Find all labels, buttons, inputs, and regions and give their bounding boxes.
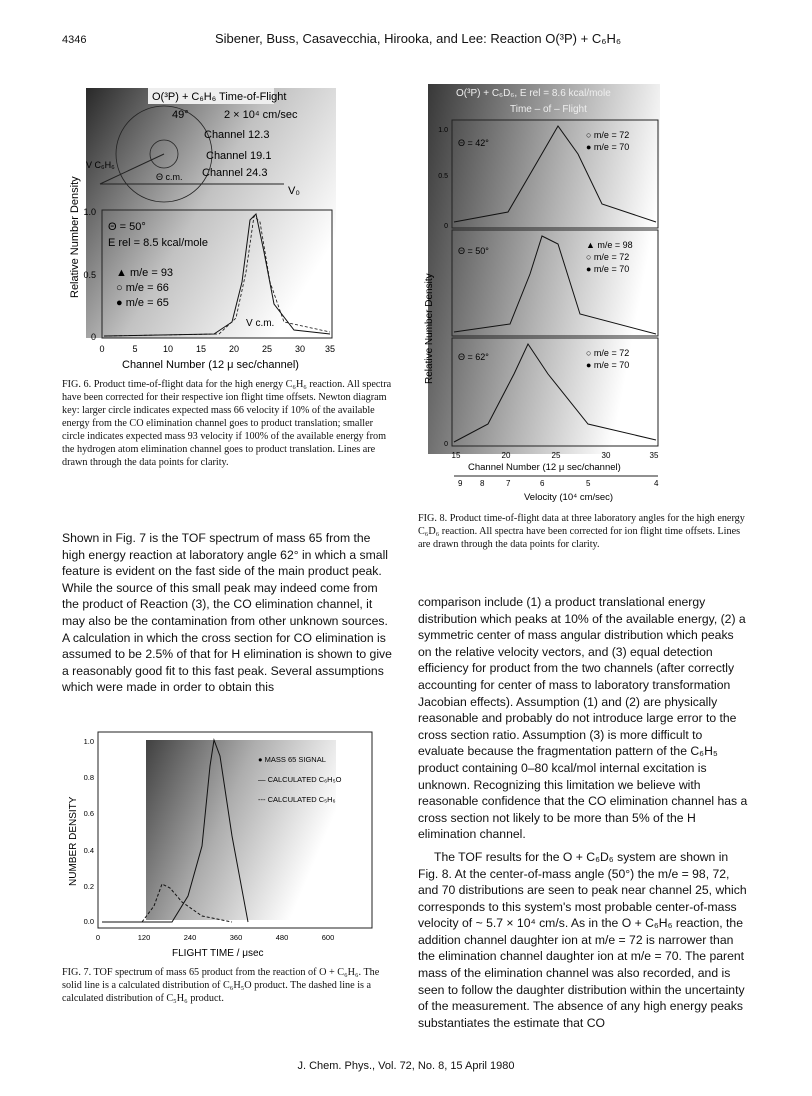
fig6-channel-3: Channel 24.3 <box>202 167 268 179</box>
fig6-x-tick: 5 <box>132 344 138 354</box>
fig7-x-tick: 240 <box>183 933 197 942</box>
fig7-photo-shading <box>146 740 336 920</box>
fig6-theta-cm: Θ c.m. <box>156 172 183 182</box>
fig7-caption: FIG. 7. TOF spectrum of mass 65 product from the reaction of O + C₆H₆. The solid line is a calculated distribution of C₆H₅O product. The dashed line is a calculated distribution of C₅H₆ product. <box>62 967 380 1004</box>
fig8-y-tick: 1.0 <box>438 127 448 134</box>
fig6-theta: Θ = 50° <box>108 221 146 233</box>
fig8-p3-legend: ○ m/e = 72 <box>586 348 630 358</box>
fig7-y-tick: 1.0 <box>83 737 94 746</box>
fig8-v-tick: 4 <box>654 479 659 488</box>
fig8-title-1: O(³P) + C₆D₆, E rel = 8.6 kcal/mole <box>456 88 611 99</box>
fig8-v-tick: 6 <box>540 479 545 488</box>
fig6-ylabel: Relative Number Density <box>69 176 81 298</box>
fig8-vlabel: Velocity (10⁴ cm/sec) <box>524 492 614 503</box>
fig8-x-tick: 20 <box>501 451 511 460</box>
left-column-text <box>62 530 392 696</box>
fig8-xlabel: Channel Number (12 μ sec/channel) <box>468 462 621 473</box>
fig8-p2-legend: ▲ m/e = 98 <box>586 240 633 250</box>
fig6-angle: 49° <box>172 109 189 121</box>
fig6-caption: FIG. 6. Product time-of-flight data for the high energy C₆H₆ reaction. All spectra have been corrected for their respective ion flight time offsets. Newton diagram key: larger circle indicates expected mass 66 velocity if 10% of the available energy from the CO elimination channel goes to product translation; smaller circle indicates expected mass 93 velocity if 100% of the available energy from the hydrogen atom elimination channel goes to product translation. Lines are drawn through the data points for clarity. <box>62 379 392 468</box>
fig7-x-tick: 360 <box>229 933 243 942</box>
fig8-v-tick: 9 <box>458 479 463 488</box>
fig8-y-tick: 0.5 <box>438 173 448 180</box>
fig8-figure <box>418 84 668 504</box>
fig7-x-tick: 120 <box>137 933 151 942</box>
fig6-x-tick: 10 <box>162 344 174 354</box>
fig8-x-tick: 30 <box>601 451 611 460</box>
fig7-legend-2: — CALCULATED C₆H₅O <box>258 775 342 784</box>
fig7-y-tick: 0.0 <box>83 917 94 926</box>
fig7-x-tick: 0 <box>95 933 101 942</box>
page-number: 4346 <box>62 34 87 46</box>
fig7-xlabel: FLIGHT TIME / μsec <box>172 948 264 959</box>
fig7-y-tick: 0.6 <box>83 809 94 818</box>
fig8-x-tick: 35 <box>649 451 659 460</box>
paragraph: Shown in Fig. 7 is the TOF spectrum of mass 65 from the high energy reaction at laboratory angle 62° in which a small feature is evident on the fast side of the main product peak. While the source of this small peak may indeed come from the product of Reaction (3), the CO elimination channel, it may also be the contamination from other unknown sources. A calculation in which the cross section for CO elimination is assumed to be 2.5% of that for H elimination is shown to give a reasonably good fit to this fast peak. Several assumptions which were made in order to obtain this <box>62 531 392 695</box>
fig6-channel-1: Channel 12.3 <box>204 129 270 141</box>
fig6-vc6h6: V C₆H₆ <box>86 160 115 170</box>
fig8-y-tick: 0 <box>444 223 448 230</box>
fig7-figure <box>62 726 392 964</box>
fig7-y-tick: 0.4 <box>83 846 94 855</box>
fig8-title-2: Time – of – Flight <box>510 104 587 115</box>
fig8-p3-theta: Θ = 62° <box>458 352 489 362</box>
fig7-y-tick: 0.2 <box>83 882 94 891</box>
fig7-x-tick: 480 <box>275 933 289 942</box>
fig6-legend-1: ▲ m/e = 93 <box>116 267 174 279</box>
fig6-legend-3: ● m/e = 65 <box>116 297 169 309</box>
fig6-x-tick: 25 <box>261 344 273 354</box>
fig8-caption: FIG. 8. Product time-of-flight data at three laboratory angles for the high energy C₆D₆ reaction. All spectra have been corrected for ion flight time offsets. Lines are drawn through the data points for clarity. <box>418 513 745 550</box>
fig8-p1-legend: ● m/e = 70 <box>586 142 630 152</box>
fig6-v0: V₀ <box>288 185 300 197</box>
fig8-y-tick: 0 <box>444 441 448 448</box>
fig8-p2-theta: Θ = 50° <box>458 246 489 256</box>
fig7-x-tick: 600 <box>321 933 335 942</box>
fig8-v-tick: 7 <box>506 479 511 488</box>
fig7-y-tick: 0.8 <box>83 773 94 782</box>
fig8-ylabel: Relative Number Density <box>424 273 435 384</box>
fig6-x-tick: 15 <box>195 344 207 354</box>
fig6-y-tick-3: 0 <box>90 332 96 342</box>
fig7-ylabel: NUMBER DENSITY <box>68 796 79 886</box>
fig8-p1-legend: ○ m/e = 72 <box>586 130 630 140</box>
fig6-y-tick-1: 1.0 <box>83 207 96 217</box>
fig8-v-tick: 8 <box>480 479 485 488</box>
fig8-v-tick: 5 <box>586 479 591 488</box>
right-column-text <box>418 594 748 1031</box>
fig6-x-tick: 0 <box>99 344 105 354</box>
fig6-figure <box>64 82 354 378</box>
fig6-channel-2: Channel 19.1 <box>206 150 272 162</box>
running-title: Sibener, Buss, Casavecchia, Hirooka, and Lee: Reaction O(³P) + C₆H₆ <box>215 31 622 46</box>
fig6-legend-2: ○ m/e = 66 <box>116 282 169 294</box>
fig6-scale: 2 × 10⁴ cm/sec <box>224 109 298 121</box>
fig8-x-tick: 25 <box>551 451 561 460</box>
fig8-x-tick: 15 <box>451 451 461 460</box>
fig6-x-tick: 30 <box>294 344 306 354</box>
fig6-erel: E rel = 8.5 kcal/mole <box>108 237 208 249</box>
fig8-p2-legend: ● m/e = 70 <box>586 264 630 274</box>
fig7-legend-3: --- CALCULATED C₅H₆ <box>258 795 336 804</box>
fig8-p1-theta: Θ = 42° <box>458 138 489 148</box>
fig6-y-tick-2: 0.5 <box>83 270 96 280</box>
fig8-p2-legend: ○ m/e = 72 <box>586 252 630 262</box>
fig7-legend-1: ● MASS 65 SIGNAL <box>258 755 326 764</box>
fig6-vcm: V c.m. <box>246 318 275 329</box>
fig6-inset-title: O(³P) + C₆H₆ Time-of-Flight <box>152 91 287 103</box>
paragraph: comparison include (1) a product translational energy distribution which peaks at 10% of the available energy, (2) a symmetric center of mass angular distribution which peaks on the relative velocity vectors, and (3) equal detection efficiency for product from the two channels (after correctly accounting for center of mass to laboratory transformation Jacobian effects). Assumption (1) and (2) are physically reasonable and probably do not introduce large error to the cross section ratio. Assumption (3) is more difficult to evaluate because the fragmentation pattern of the C₆H₅ product containing 0–80 kcal/mol internal excitation is unknown. Recognizing this limitation we believe with reasonable confidence that the CO elimination channel has a cross section not likely to be more than 5% of the H elimination channel. <box>418 595 748 842</box>
fig6-xlabel: Channel Number (12 μ sec/channel) <box>122 359 299 371</box>
fig6-x-tick: 20 <box>228 344 240 354</box>
fig6-x-tick: 35 <box>324 344 336 354</box>
paragraph: The TOF results for the O + C₆D₆ system are shown in Fig. 8. At the center-of-mass angle (50°) the m/e = 98, 72, and 70 distributions are seen to peak near channel 25, which corresponds to this system's most probable center-of-mass velocity of ~ 5.7 × 10⁴ cm/s. As in the O + C₆H₆ reaction, the addition channel daughter ion at m/e = 72 is narrower than the elimination channel daughter ion at m/e = 70. The parent mass of the elimination channel was also recorded, and is seen to follow the daughter distribution within the uncertainty of the measurement. The absence of any high energy peaks substantiates the estimate that CO <box>418 849 747 1030</box>
fig8-p3-legend: ● m/e = 70 <box>586 360 630 370</box>
footer-citation: J. Chem. Phys., Vol. 72, No. 8, 15 April 1980 <box>297 1060 515 1072</box>
